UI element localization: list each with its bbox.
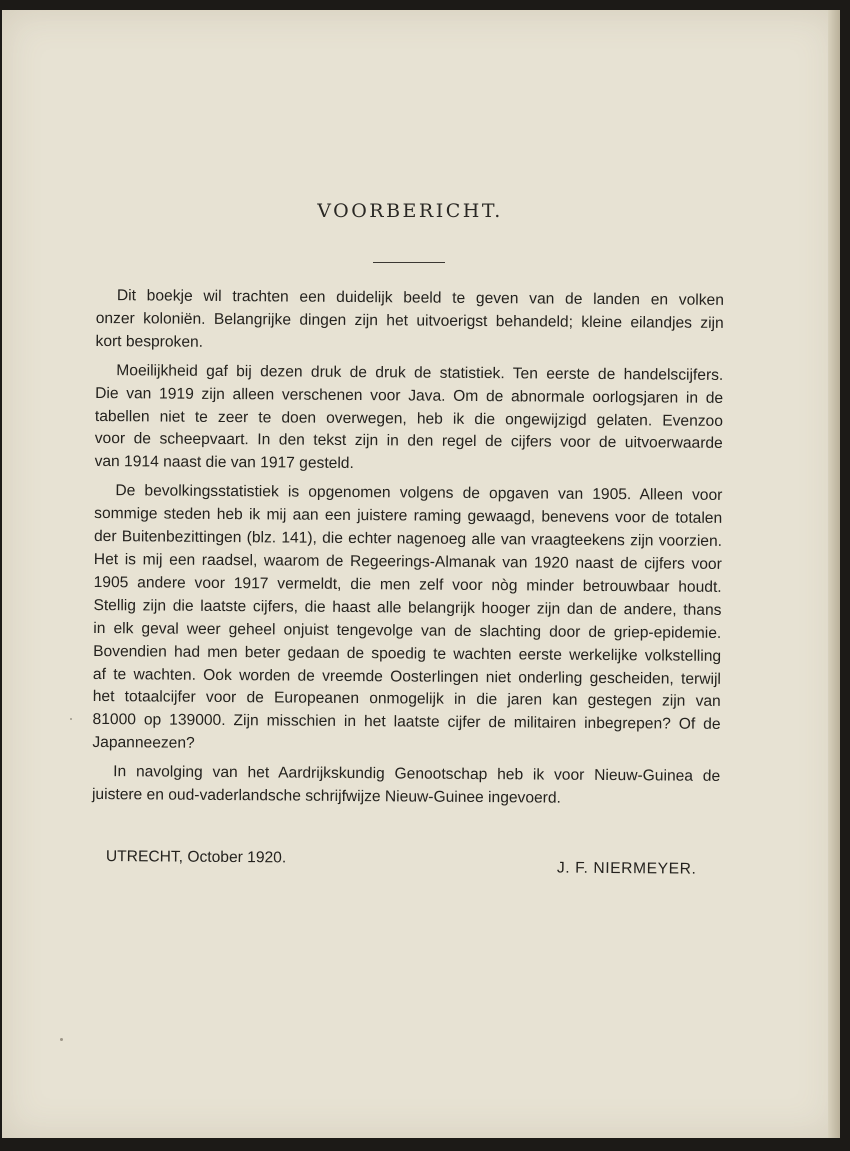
title-divider: [373, 262, 445, 263]
preface-body: [92, 285, 724, 812]
text-line: Het is mij een raadsel, waarom de Regeerings-Almanak van 1920 naast de cijfers voor: [93, 550, 722, 573]
text-line: in elk geval weer geheel onjuist tengevolge van de slachting door de griep-epidemie.: [93, 619, 722, 642]
text-line: De bevolkingsstatistiek is opgenomen volgens de opgaven van 1905. Alleen voor: [115, 482, 723, 505]
text-line: juistere en oud-vaderlandsche schrijfwijze Nieuw-Guinee ingevoerd.: [91, 786, 561, 807]
text-line: het totaalcijfer voor de Europeanen onmogelijk in die jaren kan gestegen zijn van: [92, 688, 721, 711]
text-line: 1905 andere voor 1917 vermeldt, die men zelf voor nòg minder betrouwbaar houdt.: [93, 573, 722, 596]
text-line: van 1914 naast die van 1917 gesteld.: [94, 453, 354, 473]
text-line: Japanneezen?: [92, 734, 195, 753]
paragraph: [95, 360, 724, 479]
text-line: kort besproken.: [95, 332, 204, 351]
paper-speck: [70, 718, 72, 720]
paragraph: [92, 761, 720, 812]
text-line: onzer koloniën. Belangrijke dingen zijn het uitvoerigst behandeld; kleine eilandjes zijn: [95, 309, 724, 332]
page-title: VOORBERICHT.: [317, 200, 503, 222]
text-line: Stellig zijn die laatste cijfers, die haast alle belangrijk hooger zijn dan de andere, thans: [93, 596, 722, 619]
text-line: Dit boekje wil trachten een duidelijk beeld te geven van de landen en volken: [116, 287, 724, 309]
text-line: sommige steden heb ik mij aan een juistere raming gewaagd, benevens voor de totalen: [94, 505, 723, 528]
text-line: 81000 op 139000. Zijn misschien in het laatste cijfer de militairen inbegrepen? Of de: [92, 711, 721, 734]
page-edge: [828, 10, 840, 1138]
text-line: af te wachten. Ook worden de vreemde Oosterlingen niet onderling gescheiden, terwijl: [92, 665, 721, 688]
paragraph: [92, 480, 722, 760]
place: UTRECHT: [105, 848, 179, 866]
text-line: Die van 1919 zijn alleen verschenen voor Java. Om de abnormale oorlogsjaren in de: [95, 384, 724, 407]
text-line: Bovendien had men beter gedaan de spoedig te wachten eerste werkelijke volkstelling: [93, 642, 722, 665]
author-name: J. F. NIERMEYER.: [556, 859, 697, 878]
text-line: tabellen niet te zeer te doen overwegen, heb ik die ongewijzigd gelaten. Evenzoo: [94, 407, 724, 430]
text-line: Moeilijkheid gaf bij dezen druk de druk de statistiek. Ten eerste de handelscijfers.: [116, 361, 724, 384]
text-line: In navolging van het Aardrijkskundig Genootschap heb ik voor Nieuw-Guinea de: [113, 763, 721, 786]
paragraph: [95, 285, 724, 359]
text-line: der Buitenbezittingen (blz. 141), die echter nagenoeg alle van vraagteekens zijn voorzien.: [93, 528, 723, 550]
place-date: UTRECHT, October 1920.: [105, 848, 287, 867]
text-line: voor de scheepvaart. In den tekst zijn in den regel de cijfers voor de uitvoerwaarde: [94, 430, 723, 453]
date: October 1920.: [187, 848, 287, 867]
paper-speck: [60, 1038, 63, 1041]
